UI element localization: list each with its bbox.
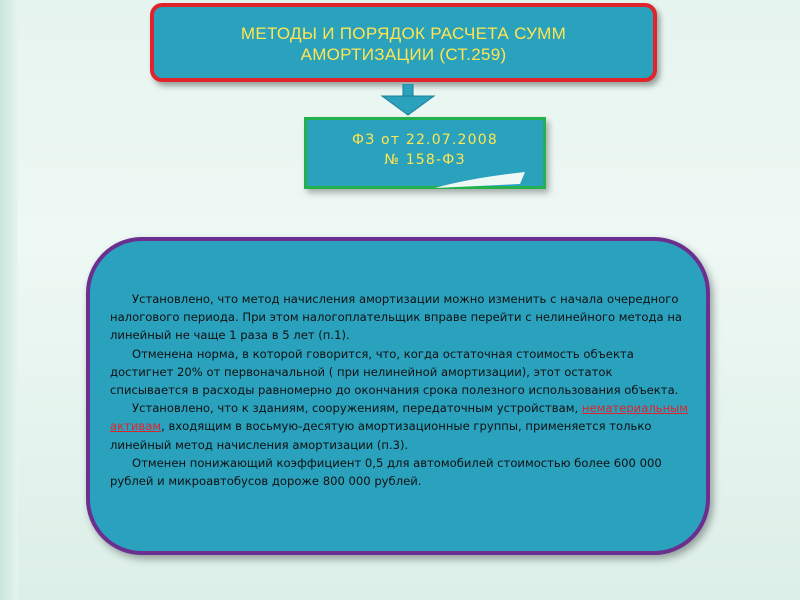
title-line-1: МЕТОДЫ И ПОРЯДОК РАСЧЕТА СУММ [240, 24, 567, 43]
paragraph-coefficient: Отменен понижающий коэффициент 0,5 для автомобилей стоимостью более 600 000 рублей и микроавтобусов дороже 800 000 рублей. [110, 455, 662, 489]
title-box [150, 3, 657, 82]
title-line-2: АМОРТИЗАЦИИ (СТ.259) [300, 45, 507, 64]
law-line-2: № 158-ФЗ [384, 152, 466, 168]
law-line-1: ФЗ от 22.07.2008 [351, 132, 498, 148]
intangible-assets-link[interactable]: нематериальным активам [110, 401, 689, 434]
paragraph-method-change: Установлено, что метод начисления амортизации можно изменить с начала очередного налогового периода. При этом налогоплательщик вправе перейти с нелинейного метода на линейный не чаще 1 раза в 5 лет (п.1). [110, 292, 683, 343]
callout-pointer [430, 170, 530, 200]
paragraph-linear-method [110, 399, 690, 454]
paragraph-linear-method-text-2: , входящим в восьмую-десятую амортизационные группы, применяется только линейный метод начисления амортизации (п.3). [110, 419, 652, 452]
paragraph-linear-method-text-1: Установлено, что к зданиям, сооружениям, передаточным устройствам, [132, 401, 582, 416]
down-arrow-icon [378, 84, 438, 116]
content-text [110, 290, 690, 490]
paragraph-residual-value: Отменена норма, в которой говорится, что, когда остаточная стоимость объекта достигнет 20% от первоначальной ( при нелинейной амортизации), этот остаток списывается в расходы равномерно до окончания срока полезного использования объекта. [110, 346, 679, 398]
slide-left-edge [0, 0, 18, 600]
